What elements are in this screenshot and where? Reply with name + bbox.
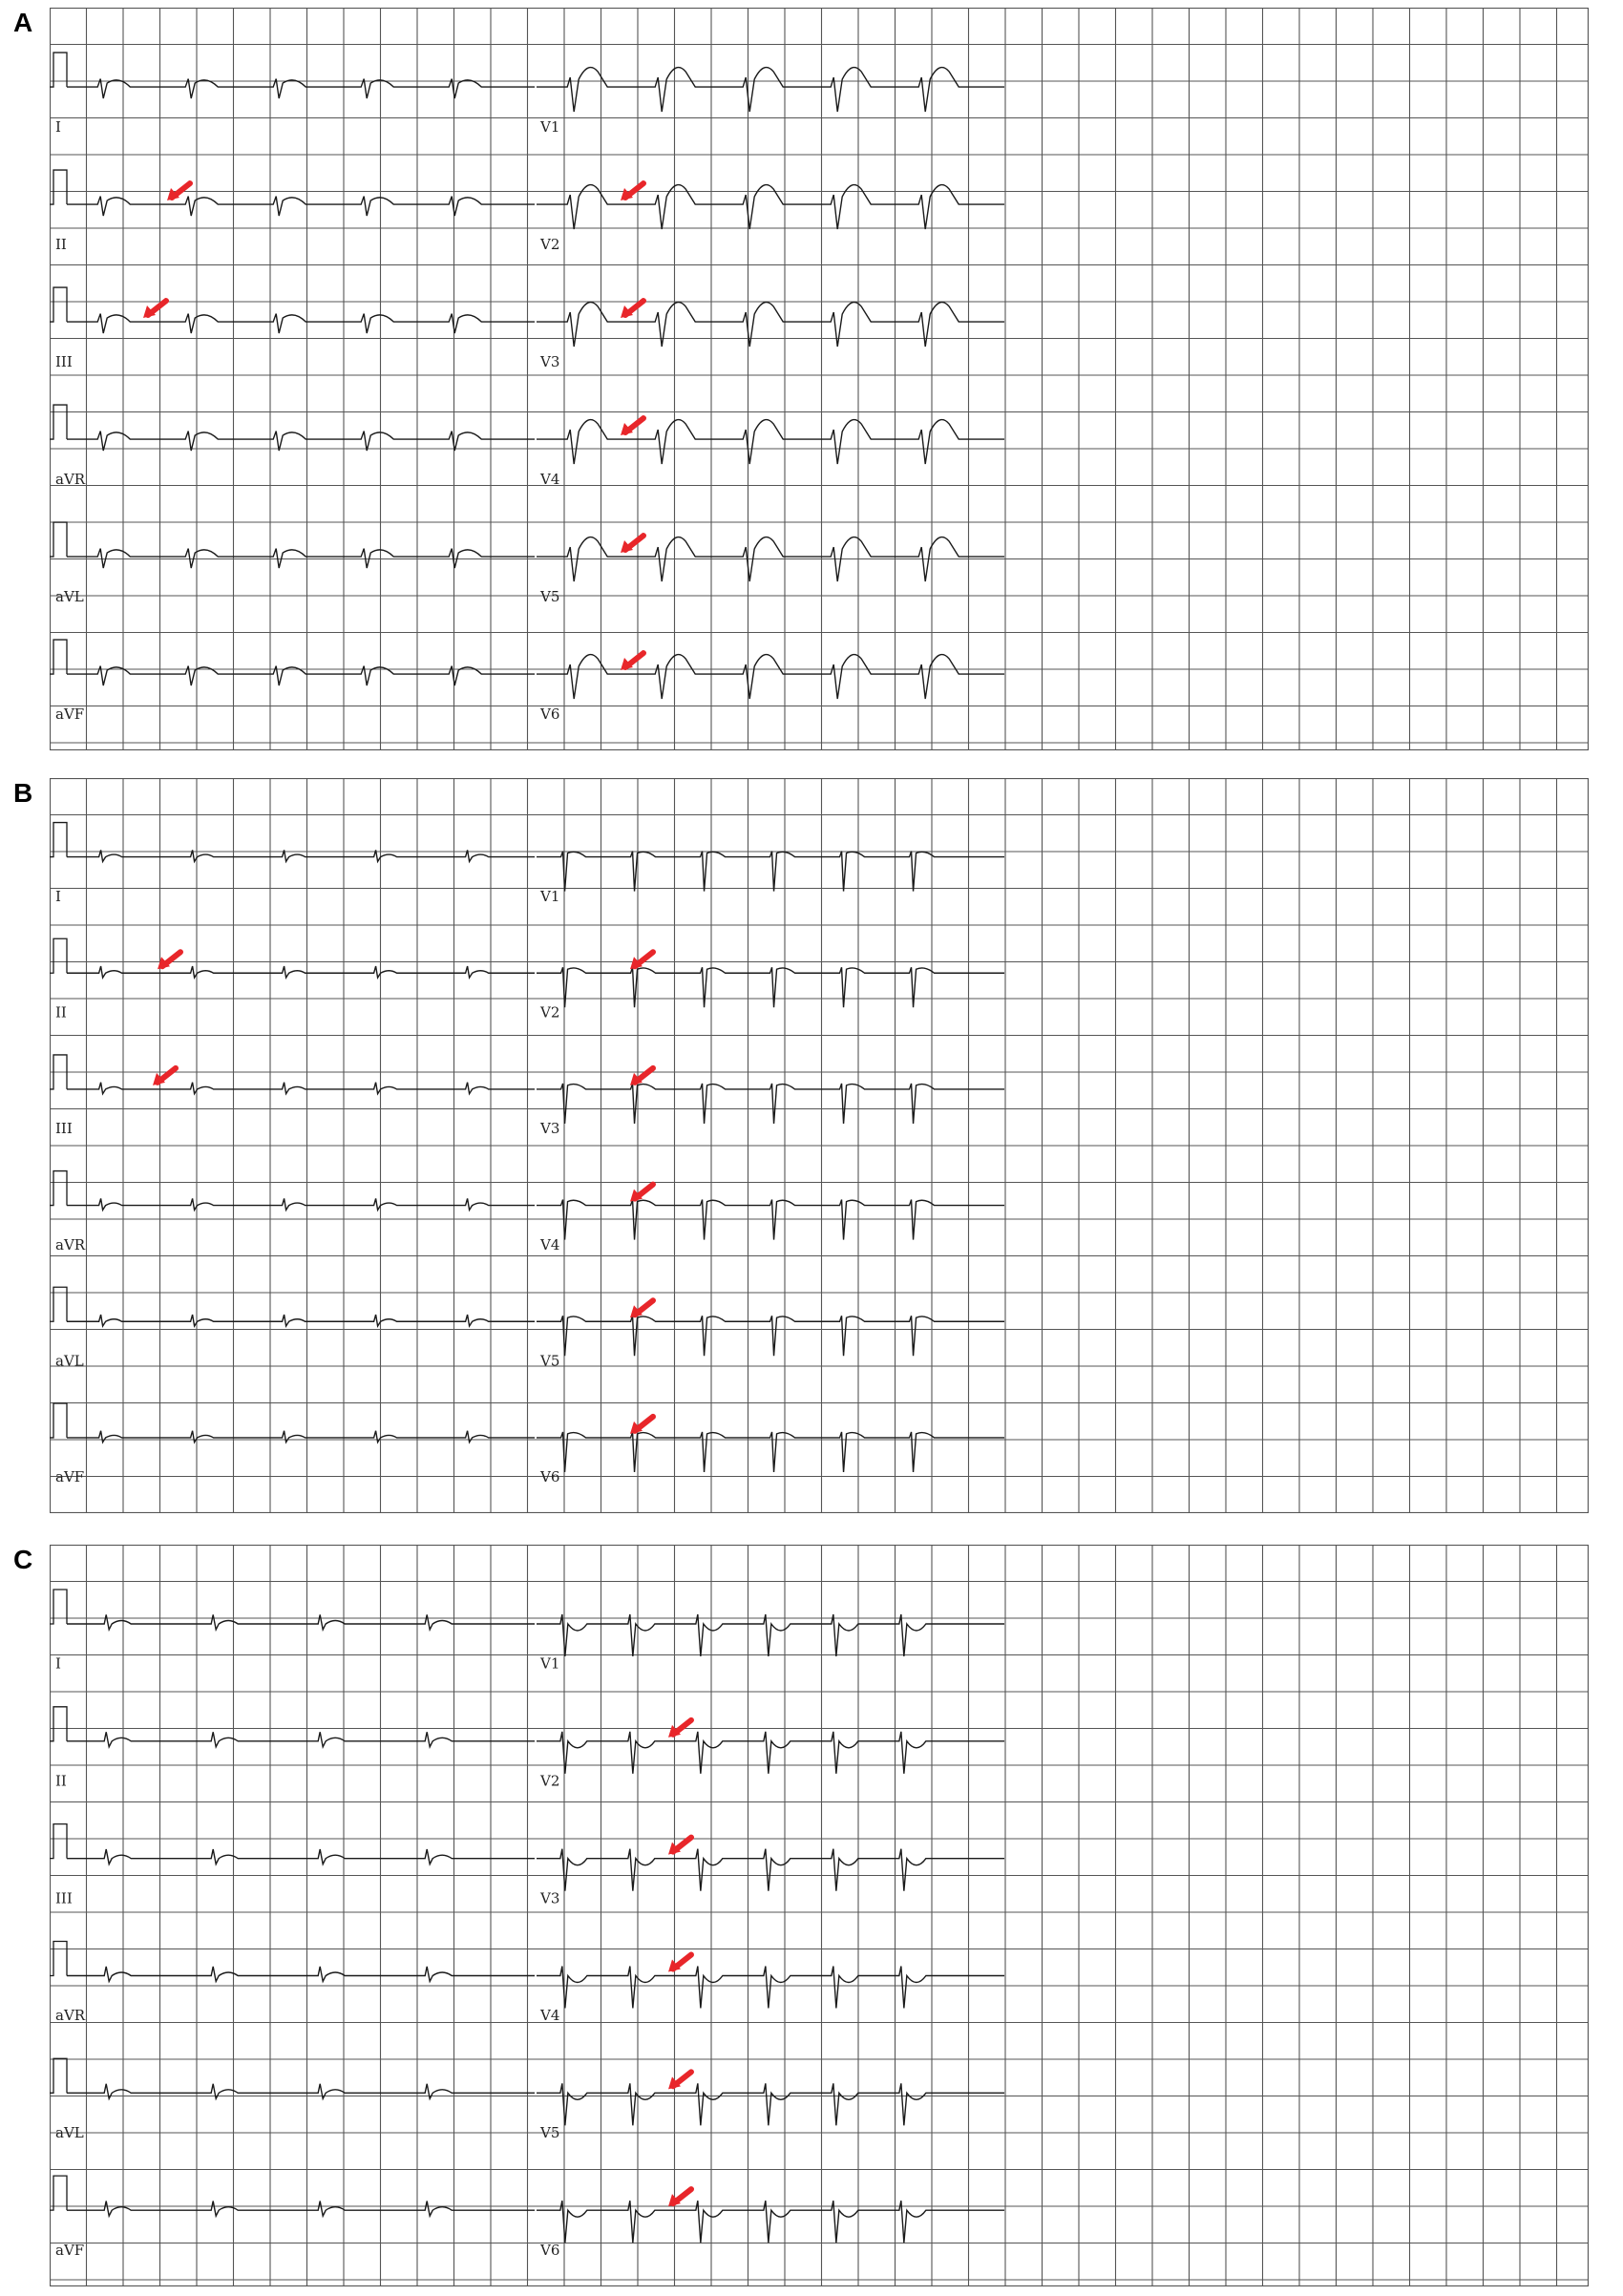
ecg-panel-a	[50, 8, 1589, 750]
lead-label: V5	[540, 1352, 560, 1370]
lead-label: aVR	[55, 2007, 86, 2025]
ecg-paper	[51, 1546, 1589, 2286]
lead-label: V5	[540, 587, 560, 605]
ecg-strip-b	[50, 778, 1589, 1513]
lead-label: V2	[540, 1772, 560, 1790]
lead-label: V3	[540, 352, 560, 370]
lead-label: V1	[540, 1654, 560, 1673]
panel-letter-c: C	[13, 1545, 33, 1574]
lead-label: aVL	[55, 2124, 84, 2142]
lead-label: aVR	[55, 470, 86, 488]
ecg-panel-b	[50, 778, 1589, 1513]
ecg-paper	[51, 9, 1589, 750]
lead-label: V6	[540, 2241, 560, 2259]
lead-label: V4	[540, 2007, 560, 2025]
lead-label: III	[55, 352, 73, 370]
lead-label: II	[55, 1772, 67, 1790]
lead-label: aVF	[55, 2241, 85, 2259]
lead-label: aVF	[55, 1468, 85, 1486]
lead-label: V4	[540, 1235, 560, 1253]
lead-label: V1	[540, 117, 560, 136]
lead-label: aVL	[55, 1352, 84, 1370]
ecg-strip-c	[50, 1545, 1589, 2286]
lead-label: V3	[540, 1889, 560, 1907]
lead-label: I	[55, 1654, 61, 1673]
lead-label: V2	[540, 235, 560, 253]
lead-label: V6	[540, 1468, 560, 1486]
lead-label: V4	[540, 470, 560, 488]
lead-label: II	[55, 1003, 67, 1022]
lead-label: I	[55, 887, 61, 905]
panel-letter-b: B	[13, 778, 33, 808]
lead-label: aVR	[55, 1235, 86, 1253]
lead-label: aVL	[55, 587, 84, 605]
ecg-strip-a	[50, 8, 1589, 750]
lead-label: III	[55, 1120, 73, 1138]
lead-label: V1	[540, 887, 560, 905]
lead-label: II	[55, 235, 67, 253]
lead-label: V5	[540, 2124, 560, 2142]
ecg-grid	[50, 778, 1589, 1513]
lead-label: V6	[540, 705, 560, 723]
panel-letter-a: A	[13, 8, 33, 37]
lead-label: I	[55, 117, 61, 136]
lead-label: III	[55, 1889, 73, 1907]
lead-label: V3	[540, 1120, 560, 1138]
ecg-panel-c	[50, 1545, 1589, 2286]
lead-label: aVF	[55, 705, 85, 723]
lead-label: V2	[540, 1003, 560, 1022]
